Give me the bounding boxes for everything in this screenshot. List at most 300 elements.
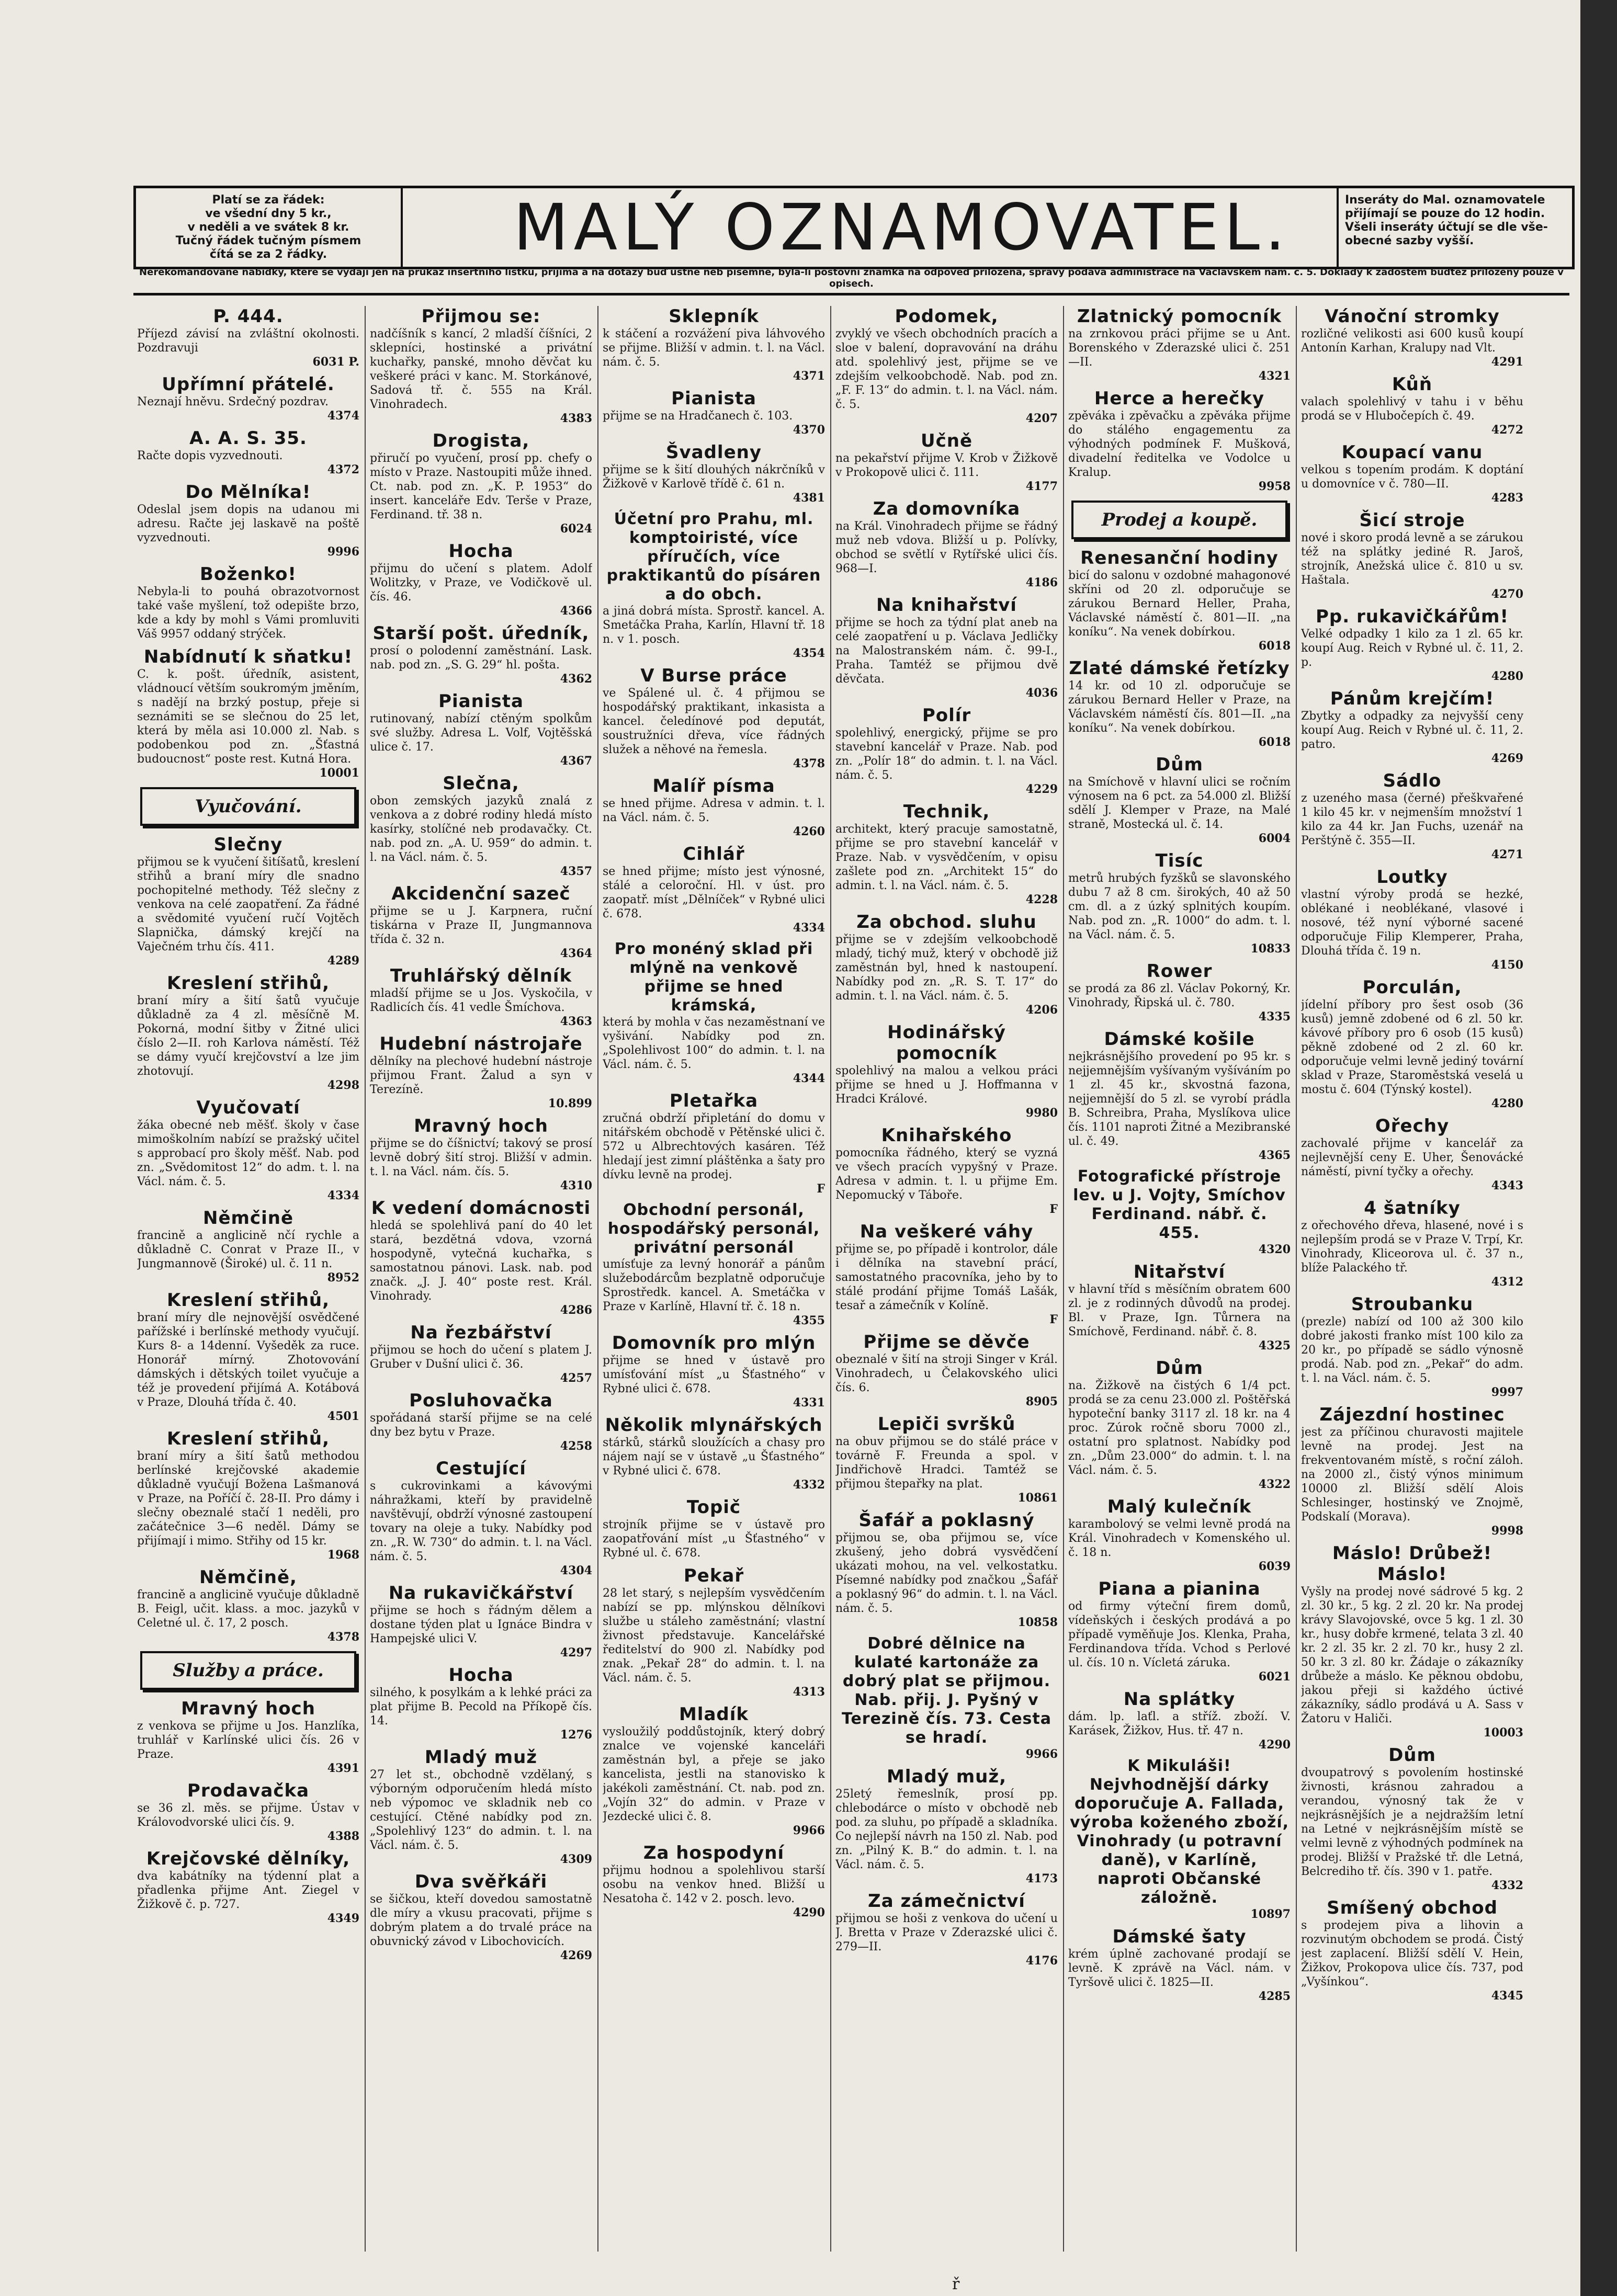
section-heading: Vyučování. [140,787,356,826]
ad-title: Zlaté dámské řetízky [1069,658,1290,679]
ad-number: 6021 [1258,1670,1291,1684]
classified-ad [835,498,1058,589]
ad-title: Sádlo [1383,770,1442,791]
ad-title: Přijme se děvče [863,1332,1030,1352]
ad-body: velkou s topením prodám. K doptání u domovníce v č. 780—II. [1301,463,1523,491]
classified-ad [137,1208,359,1285]
inserts-line: přijímají se pouze do 12 hodin. [1345,207,1545,220]
ad-body: zachovalé přijme v kancelář za nejlevnější ceny E. Uher, Šenovácké náměstí, pivní tyčky a ořechy. [1301,1137,1523,1178]
ad-number: 6018 [1258,639,1291,653]
ad-number: 10001 [319,766,359,780]
ad-title: Mladý muž [424,1747,538,1768]
ad-title: P. 444. [213,306,284,327]
ad-title: Přijmou se: [421,306,541,327]
ad-title: Vyučovatí [196,1097,300,1118]
ad-title: Smíšený obchod [1327,1897,1498,1918]
header-rule [133,293,1569,295]
ad-title: Hudební nástrojaře [379,1033,583,1054]
ad-number: 1968 [327,1548,359,1562]
ad-body: přijme se u J. Karpnera, ruční tiskárna v Praze II, Jungmannova třída č. 32 n. [370,905,592,946]
classified-ad [1068,961,1291,1024]
classified-ad [1068,1926,1291,2003]
ad-body: 25letý řemeslník, prosí pp. chlebodárce o místo v obchodě neb pod. za sluhu, po případě a skladníka. Co nejlepší návrh na 150 zl. Nab. pod zn. „Pilný K. B.“ do admin. t. l. na Václ. nám. č. 5. [835,1788,1058,1871]
ad-body: spolehlivý, energický, přijme se pro stavební kancelář v Praze. Nab. pod zn. „Polír 18“ do admin. t. l. na Václ. nám. č. 5. [835,726,1058,782]
classified-ad [137,1698,359,1775]
ad-number: 4363 [560,1015,592,1028]
ad-number: 4378 [793,757,825,770]
ad-body: přiručí po vyučení, prosí pp. chefy o místo v Praze. Nastoupiti může ihned. Ct. nab. pod zn. „K. P. 1953“ do insert. kanceláře Edv. Terše v Praze, Ferdinand. tř. 38 n. [370,452,592,521]
classified-ad [835,1414,1058,1505]
ad-title: Mladík [679,1704,749,1725]
ad-title: Švadleny [665,442,762,463]
classified-ad [1301,977,1523,1110]
ad-body: ve Spálené ul. č. 4 přijmou se hospodářský praktikant, inkasista a kancel. čeledínové pod deputát, soustružníci dřeva, více řádných služek a něhové na řemesla. [603,687,825,756]
ad-body: přijme se v zdejším velkoobchodě mladý, tichý muž, který v obchodě již zaměstnán byl, hned k nastoupení. Nabídky pod zn. „R. S. T. 17“ do admin. t. l. na Václ. nám. č. 5. [835,933,1058,1003]
ad-title: Hodinářský pomocník [887,1022,1006,1064]
column-divider [597,306,598,2252]
ad-title: Do Mělníka! [185,482,311,503]
ad-body: hledá se spolehlivá paní do 40 let stará, bezdětná vdova, vzorná hospodyně, vytečná kuchařka, s samostatnou pánovi. Lask. nab. pod značk. „J. J. 40“ poste rest. Král. Vinohrady. [370,1219,592,1303]
ad-body: přijmou se, oba přijmou se, více zkušený, jeho dobrá vysvědčení ukázati mohou, na vel. velkostatku. Písemné nabídky pod značkou „Šafář a poklasný 96“ do admin. t. l. na Václ. nám. č. 5. [835,1531,1058,1615]
ad-number: 4289 [327,954,359,968]
classified-ad [137,1097,359,1202]
classified-ad [370,306,592,425]
ad-title: Renesanční hodiny [1080,548,1279,569]
ad-body: karambolový se velmi levně prodá na Král. Vinohradech v Komenského ul. č. 18 n. [1068,1518,1291,1559]
ad-number: 8905 [1025,1395,1058,1408]
ad-title: Herce a herečky [1094,388,1265,409]
ad-body: se hned přijme. Adresa v admin. t. l. na Václ. nám. č. 5. [603,797,825,824]
scan-edge [1580,0,1617,2296]
ad-number: 4383 [560,412,592,425]
ad-body: 27 let st., obchodně vzdělaný, s výborným odporučením hledá místo neb výpomoc ve skladnik neb co cestující. Ctěné nabídky pod zn. „Spolehlivý 123“ do admin. t. l. na Václ. nám. č. 5. [370,1768,592,1852]
classified-ad [603,940,825,1085]
classified-ad [137,1848,359,1925]
ad-title: Pánům krejčím! [1330,688,1495,709]
classified-ad [1301,1404,1523,1538]
ad-body: architekt, který pracuje samostatně, přijme se pro stavební kancelář v Praze. Nab. v vysvědčením, v opisu zašlete pod zn. „Architekt 15“ do admin. t. l. na Václ. nám. č. 5. [835,823,1058,892]
ad-number: 4344 [793,1072,825,1085]
classified-ad [137,564,359,641]
ad-body: přijmou se k vyučení šitíšatů, kreslení střihů a braní míry dle snadno pochopitelné methody. Též slečny z venkova na celé zaopatření. Za řádné a svědomité vyučení ručí Vojtěch Slapnička, dámský krejčí na Vaječném trhu čís. 411. [137,856,359,953]
ad-title: K vedení domácnosti [371,1198,591,1219]
classified-ad [1068,1167,1291,1256]
classified-ad [1301,1198,1523,1289]
ad-number: 9997 [1491,1385,1523,1399]
ad-body: Vyšly na prodej nové sádrové 5 kg. 2 zl. 30 kr., 5 kg. 2 zl. 20 kr. Na prodej krávy Slavojovské, ovce 5 kg. 1 zl. 30 kr., husy dobře krmené, telata 3 zl. 40 kr. 2 zl. 35 kr. 2 zl. 70 kr., husy 2 zl. 50 kr. 3 zl. 80 kr. Žádaje o zákazníky drůbeže a máslo. Ke pěknou obdobu, jakou přeji si každého úctivé zákazníky, sádlo prodává u A. Sass v Žatoru v Haliči. [1301,1585,1523,1725]
page-mark: ř [952,2275,960,2293]
classified-ad [1068,306,1291,383]
classifieds-header [133,186,1575,269]
ad-number: 4290 [1258,1738,1291,1752]
ad-title: Nitařství [1133,1261,1226,1282]
classified-ad [1068,1578,1291,1684]
classified-ad [137,1567,359,1644]
ad-body: přijme se hoch s řádným dělem a dostane týden plat u Ignáce Bindra v Hampejské ulici V. [370,1604,592,1645]
ad-number: 6031 P. [312,355,359,369]
ad-body: dvoupatrový s povolením hostinské živnosti, krásnou zahradou a verandou, výnosný tak že v nejkrásnějších je a nejdražším letní na Letné v nejkrásnějším místě se velmi levně z výhodných podmínek na prodej. Bližší v Pražské tř. dle Letná, Belcrediho tř. čís. 390 v 1. patře. [1301,1766,1523,1878]
ad-title: Boženko! [200,564,297,585]
ad-title: Obchodní personál, hospodářský personál, privátní personál [607,1201,820,1257]
ad-number: 1276 [560,1728,592,1742]
ad-body: a jiná dobrá místa. Sprostř. kancel. A. Smetáčka Praha, Karlín, Hlavní tř. 18 n. v 1. posch. [603,605,825,646]
classified-ad [370,1665,592,1742]
ad-title: Zlatnický pomocník [1077,306,1282,327]
ad-number: 4343 [1491,1179,1523,1192]
ad-number: 4366 [560,604,592,618]
ad-body: dám. lp. laťl. a stříž. zboží. V. Karásek, Žižkov, Hus. tř. 47 n. [1068,1710,1291,1737]
ad-title: A. A. S. 35. [189,428,307,449]
ad-title: Slečny [213,834,283,855]
ad-body: spolehlivý na malou a velkou práci přijme se hned u J. Hoffmanna v Hradci Králové. [835,1064,1058,1106]
classified-ad [1301,306,1523,369]
ad-number: 4260 [793,825,825,838]
classified-ad [603,510,825,660]
classified-ad [603,665,825,770]
ad-body: braní míry a šití šatů vyučuje důkladně za 4 zl. měsíčně M. Pokorná, modní šitby v Žitné ulici číslo 2—II. roh Karlova náměstí. Též se dámy vyučí krejčovství a lze jim zhotovují. [137,994,359,1078]
ad-number: 6039 [1258,1560,1291,1573]
ad-body: 28 let starý, s nejlepším vysvědčením nabízí se pp. mlýnskou dělníkovi službe u stáleho zaměstnání; vlastní živnost představuje. Kancelářské ředitelství do 900 zl. Nabídky pod znak. „Pekař 28“ do admin. t. l. na Václ. nám. č. 5. [603,1587,825,1685]
classified-ad [137,1290,359,1423]
ad-body: zpěváka i zpěvačku a zpěvákа přijme do stálého engagementu za výhodných podmínek F. Mušková, divadelní ředitelka ve Vodolce u Kralup. [1068,410,1291,479]
ad-number: 10003 [1483,1726,1523,1740]
ad-number: 4036 [1025,686,1058,700]
ad-title: Pianista [438,691,524,712]
ad-number: 6018 [1258,735,1291,749]
column-2 [370,306,592,2278]
classified-ad [835,912,1058,1017]
ad-title: Upřímní přátelé. [162,374,335,395]
ad-body: v hlavní tříd s měsíčním obratem 600 zl. je z rodinných důvodů na prodej. Bl. v Praze, Ign. Tůrnera na Smíchově, Ferdinand. nábř. č. 8. [1068,1283,1291,1338]
ad-number: 4229 [1025,782,1058,796]
ad-number: 6024 [560,522,592,536]
inserts-line: Všeli inseráty účtují se dle vše- [1345,221,1548,234]
ad-number: 4381 [793,491,825,505]
classified-ad [1301,1543,1523,1740]
ad-body: přijme se, po případě i kontrolor, dále i dělníka na stavební prácí, samostatného pracovníka, jeho by to stálé prodání přijme Tomáš Lašák, tesař a zámečník v Kolíně. [835,1243,1058,1312]
classified-ad [370,541,592,618]
ad-number: 10833 [1250,942,1291,956]
ad-number: 4345 [1491,1989,1523,2003]
inserts-line: Inseráty do Mal. oznamovatele [1345,194,1545,207]
ad-title: Němčině [202,1208,293,1229]
classified-ad [370,1747,592,1866]
classified-ad [1301,1294,1523,1399]
ad-number: 4283 [1491,491,1523,505]
classified-ad [137,374,359,423]
ad-title: Dům [1388,1745,1436,1766]
ad-number: 4367 [560,754,592,768]
classified-ad [1301,867,1523,972]
ad-body: braní míry dle nejnovější osvědčené pařížské i berlínské methody vyučují. Kurs 8- a 14denní. Vyšeděk za ruce. Honorář mírný. Zhotovování dámských i dětských toilet vyučuje a též je provedení přijímá A. Kotábová v Praze, Dlouhá třída č. 40. [137,1311,359,1409]
ad-body: se šičkou, kteří dovedou samostatně dle míry a vkusu pracovati, přijme s dobrým platem a do trvalé práce na obuvnický závod v Libochovicích. [370,1893,592,1948]
ad-number: 4374 [327,409,359,423]
ad-number: 4270 [1491,587,1523,601]
ad-number: 4391 [327,1761,359,1775]
ad-title: Akcidenční sazeč [391,883,571,904]
classified-ad [370,623,592,686]
section-title: MALÝ OZNAMOVATEL. [513,190,1291,265]
ad-number: 10897 [1250,1907,1291,1921]
ad-body: na Smíchově v hlavní ulici se ročním výnosem na 6 pct. za 54.000 zl. Bližší sdělí J. Klemper v Praze, na Malé straně, Mostecká ul. č. 14. [1068,776,1291,831]
classified-ad [835,306,1058,425]
column-5 [1068,306,1291,2278]
ad-title: Za obchod. sluhu [856,912,1037,933]
ad-title: Na rukavičkářství [388,1583,574,1604]
ad-title: Tisíc [1155,850,1204,871]
ad-title: Prodavačka [187,1780,310,1801]
ad-title: Máslo! Drůbež! Máslo! [1332,1543,1492,1585]
ad-title: Koupací vanu [1341,442,1483,463]
ad-number: 9980 [1025,1106,1058,1120]
ad-number: 4272 [1491,423,1523,437]
ad-body: obeznalé v šití na stroji Singer v Král. Vinohradech, u Čelakovského ulici čís. 6. [835,1353,1058,1394]
ad-number: 4228 [1025,893,1058,906]
ad-title: Mravný hoch [414,1116,548,1136]
ad-title: Na knihařství [876,595,1017,616]
classified-ad [603,1090,825,1196]
column-3 [603,306,825,2278]
ad-body: od firmy výteční firem domů, vídeňských i českých prodává a po případě vyměňuje Jos. Klenka, Praha, Ferdinandova třída. Vchod s Perlové ul. čís. 10 n. Vícletá záruka. [1068,1600,1291,1669]
ad-title: Piana a pianina [1098,1578,1261,1599]
ad-number: 9996 [327,545,359,559]
classified-ad [835,1510,1058,1629]
ad-body: k stáčení a rozvážení piva láhvového se přijme. Bližší v admin. t. l. na Václ. nám. č. 5. [603,327,825,369]
ad-title: Kreslení střihů, [166,1290,330,1311]
section-heading: Prodej a koupě. [1071,501,1287,539]
ad-title: Domovník pro mlýn [612,1333,816,1354]
ad-title: Kůň [1392,374,1433,395]
classified-ad [370,1116,592,1192]
ad-title: Dům [1156,754,1203,775]
classified-ad [137,646,359,780]
classified-ad [835,1221,1058,1326]
ad-number: 4370 [793,423,825,437]
classified-ad [370,773,592,878]
ad-number: 8952 [327,1271,359,1285]
ad-number: 4334 [327,1189,359,1202]
ad-body: přijmou se hoch do učení s platem J. Gruber v Dušní ulici č. 36. [370,1344,592,1371]
ad-title: Mladý muž, [886,1766,1007,1787]
classified-ad [835,1022,1058,1120]
ad-title: V Burse práce [640,665,787,686]
rates-line: v neděli a ve svátek 8 kr. [187,221,349,234]
ad-title: Knihařského [881,1125,1012,1146]
ad-number: 4335 [1258,1010,1291,1024]
classified-ad [1301,510,1523,601]
ad-title: Účetní pro Prahu, ml. komptoiristé, více příručích, více praktikantů do písáren a do obch. [606,510,821,604]
ad-number: 4349 [327,1912,359,1925]
ad-body: krém úplně zachované prodají se levně. K zprávě na Václ. nám. v Tyršově ulici č. 1825—II. [1068,1948,1291,1989]
ad-title: Šicí stroje [1359,510,1465,531]
ad-body: přijme se na Hradčanech č. 103. [603,410,793,423]
ad-body: přijmu hodnou a spolehlivou starší osobu na venkov hned. Bližší u Nesatoha č. 142 v 2. posch. levo. [603,1864,825,1905]
column-4 [835,306,1058,2278]
ad-body: se 36 zl. měs. se přijme. Ústav v Královodvorské ulici čís. 9. [137,1802,359,1829]
ad-number: 4298 [327,1078,359,1092]
classified-ad [1068,850,1291,956]
ad-title: Učně [920,430,973,451]
ad-title: Hocha [448,1665,514,1686]
ad-title: Malíř písma [652,776,775,797]
ad-number: 4332 [1491,1879,1523,1892]
ad-title: Drogista, [432,430,530,451]
ad-title: Lepiči svršků [877,1414,1016,1435]
ad-number: F [1049,1313,1058,1326]
ad-number: 4321 [1258,369,1291,383]
ad-body: jest za příčinou churavosti majitele levně na prodej. Jest na frekventovaném místě, s roční záloh. na 2000 zl., čistý výnos minimum 10000 zl. Bližší sdělí Alois Schlesinger, hostinský ve Znojmě, Podskalí (Morava). [1301,1426,1523,1524]
ad-title: 4 šatníky [1364,1198,1461,1219]
ad-body: umísťuje za levný honorář a pánům služebodárcům bezplatně odporučuje Sprostředk. kancel. A. Smetáčka v Praze v Karlíně, Hlavní tř. č. 18 n. [603,1258,825,1313]
classified-ad [137,1780,359,1843]
ad-title: Hocha [448,541,514,562]
classified-ad [370,965,592,1028]
ad-title: Loutky [1376,867,1448,888]
ad-title: Technik, [903,801,990,822]
ad-body: dělníky na plechové hudební nástroje přijmou Frant. Žalud a syn v Terezíně. [370,1055,592,1096]
inserts-line: obecné sazby vyšší. [1345,234,1474,247]
ad-title: Dva svěřkáři [414,1871,548,1892]
ad-body: na Král. Vinohradech přijme se řádný muž neb vdova. Bližší u p. Polívky, obchod se světlí v Rytířské ulici čís. 968—I. [835,520,1058,575]
classified-ad [603,1565,825,1699]
ad-body: přijmou se hoši z venkova do učení u J. Bretta v Praze v Zderazské ulici č. 279—II. [835,1912,1058,1953]
ad-body: rozličné velikosti asi 600 kusů koupí Antonín Karhan, Kralupy nad Vlt. [1301,327,1523,355]
ad-body: rutinovaný, nabízí ctěným spolkům své služby. Adresa L. Volf, Vojtěšská ulice č. 17. [370,712,592,754]
ad-title: Dámské šaty [1112,1926,1247,1947]
classified-ad [603,388,825,437]
ad-title: Za domovníka [873,498,1021,519]
ad-body: silného, k posylkám a k lehké práci za plat přijme B. Pecold na Příkopě čís. 14. [370,1686,592,1727]
ad-body: mladší přijme se u Jos. Vyskočila, v Radlicích čís. 41 vedle Šmíchova. [370,987,592,1014]
ad-title: Zájezdní hostinec [1319,1404,1505,1425]
classified-ad [1301,1745,1523,1892]
ad-number: 4332 [793,1478,825,1492]
ad-body: Velké odpadky 1 kilo za 1 zl. 65 kr. koupí Aug. Reich v Rybné ul. č. 11, 2. p. [1301,628,1523,669]
ad-title: Polír [922,705,971,726]
ad-title: Topič [686,1497,741,1518]
classified-ad [835,430,1058,493]
column-divider [1296,306,1297,2252]
ad-body: pomocníka řádného, který se vyzná ve všech pracích vypyšný v Praze. Adresa v admin. t. l. u přijme Em. Nepomucký v Táboře. [835,1146,1058,1202]
ad-number: 4388 [327,1829,359,1843]
ad-body: přijme se do číšnictví; takový se prosí levně dobrý šití stroj. Bližší v admin. t. l. na Václ. nám. čís. 5. [370,1137,592,1178]
classified-ad [603,1843,825,1919]
classified-ad [835,705,1058,796]
ad-body: metrů hrubých fyzšků se slavonského dubu 7 až 8 cm. širokých, 40 až 50 cm. dl. a z úzký splnitých koupím. Nab. pod zn. „R. 1000“ do adm. t. l. na Václ. nám. č. 5. [1068,872,1291,941]
ad-title: Stroubanku [1351,1294,1474,1315]
classified-ad [603,442,825,505]
classified-ad [1068,1757,1291,1921]
classified-ad [1301,442,1523,505]
ad-number: 4280 [1491,1097,1523,1110]
ad-body: nejkrásnějšího provedení po 95 kr. s nejjemnějším vyšívaným vyšíváním po 1 zl. 45 kr., skvostná fazona, nejjemnější do 5 zl. se vyrobí prádla B. Schreibra, Praha, Myslíkova ulice čís. 1101 naproti Žitné a Mezibranské ul. č. 49. [1068,1050,1291,1148]
section-heading: Služby a práce. [140,1651,356,1690]
ad-title: Šafář a poklasný [858,1510,1035,1531]
classified-ad [1068,658,1291,749]
ad-body: žáka obecné neb měšť. školy v čase mimoškolním nabízí se pražský učitel s approbací pro školy měšť. Nab. pod zn. „Svědomitost 12“ do adm. t. l. na Václ. nám. č. 5. [137,1119,359,1188]
ad-number: 4186 [1025,576,1058,589]
classified-ad [835,595,1058,700]
ad-body: na obuv přijmou se do stálé práce v továrně F. Freunda a spol. v Jindřichově Hradci. Tamtéž se přijmou štepařky na plat. [835,1435,1058,1491]
ad-title: Na veškeré váhy [860,1221,1034,1242]
ad-body: Račte dopis vyzvednouti. [137,449,283,462]
ad-number: 4354 [793,646,825,660]
classified-ad [370,1198,592,1317]
column-6 [1301,306,1523,2278]
ad-number: 4365 [1258,1149,1291,1162]
ad-body: nové i skoro prodá levně a se zárukou též na splátky jediné R. Jaroš, strojník, Anežská ulice č. 810 u sv. Haštala. [1301,531,1523,587]
ad-title: Za zámečnictví [868,1891,1025,1912]
classified-ad [1068,388,1291,493]
ad-number: 4258 [560,1439,592,1453]
ad-body: 14 kr. od 10 zl. odporučuje se zárukou Bernard Heller v Praze, na Václavském náměstí čís. 801—II. „na koníku“. Na venek dobírkou. [1068,679,1291,735]
ad-title: Podomek, [895,306,999,327]
classified-ad [137,428,359,476]
classified-ad [835,1891,1058,1968]
ad-number: 4271 [1491,848,1523,861]
classified-ad [370,1390,592,1453]
ad-number: F [1049,1202,1058,1216]
classified-ad [603,844,825,935]
ad-body: spořádaná starší přijme se na celé dny bez bytu v Praze. [370,1412,592,1439]
ad-number: 4309 [560,1852,592,1866]
classified-ad [370,1033,592,1110]
ad-number: 4312 [1491,1275,1523,1289]
classified-ad [370,1583,592,1660]
ad-title: Dům [1156,1358,1203,1379]
ad-body: obon zemských jazyků znalá z venkova a z dobré rodiny hledá místo kasírky, stolíčné neb prodavačky. Ct. nab. pod zn. „A. U. 959“ do admin. t. l. na Václ. nám. č. 5. [370,794,592,864]
ad-number: 9966 [1025,1747,1058,1761]
header-notice: Nerekomandované nabídky, které se vydají jen na průkaz insertního lístku, přijímá a na dotazy buď ústně neb písemně, byla-li poštovní známka na odpověď přiložena, správy podává administrace na Václavském nám. č. 5. Doklady k žádostem buďtež přiloženy pouze v opisech. [139,267,1564,289]
rates-line: Platí se za řádek: [212,194,325,207]
classified-ad [1068,1261,1291,1352]
classified-ad [370,1458,592,1577]
ad-number: 4150 [1491,958,1523,972]
ad-title: Cestující [436,1458,526,1479]
ad-number: 4291 [1491,355,1523,369]
ad-number: 10861 [1017,1491,1058,1505]
classified-ad [1068,1689,1291,1752]
ad-number: 4285 [1258,1990,1291,2003]
ad-title: Cihlář [683,844,745,865]
ad-title: Krejčovské dělníky, [146,1848,350,1869]
ad-body: zručná obdrží připletání do domu v nitářském obchodě v Pětěnské ulici č. 572 u Albrechtových kasáren. Též hledají jest zimní pláštěnka a šaty pro dívku levně na prodej. [603,1112,825,1181]
classified-ad [1068,1496,1291,1573]
classified-ad [1068,1029,1291,1162]
ad-body: která by mohla v čas nezaměstnaní ve vyšivání. Nabídky pod zn. „Spolehlivost 100“ do admin. t. l. na Václ. nám. č. 5. [603,1016,825,1071]
ad-body: na zrnkovou práci přijme se u Ant. Borenského v Zderazské ulici č. 251—II. [1068,327,1291,369]
ad-number: 4269 [1491,752,1523,765]
ad-title: Pekař [683,1565,744,1586]
ad-body: z venkova se přijme u Jos. Hanzlíka, truhlář v Karlínské ulici čís. 26 v Praze. [137,1720,359,1761]
ad-body: bicí do salonu v ozdobné mahagonové skříni od 20 zl. odporučuje se zárukou Bernard Heller, Praha, Václavské náměstí č. 801—II. „na koníku“. Na venek dobírkou. [1068,569,1291,639]
classified-ad [137,834,359,968]
ad-number: 4364 [560,947,592,960]
ad-number: 4362 [560,672,592,686]
ad-title: Mravný hoch [181,1698,315,1719]
ad-body: z ořechového dřeva, hlasené, nové i s nejlepším prodá se v Praze V. Trpí, Kr. Vinohrady, Kliceorova ul. č. 37 n., blíže Palackého tř. [1301,1219,1523,1275]
ad-title: Porculán, [1362,977,1462,998]
ad-number: 4334 [793,921,825,935]
classified-ad [1301,374,1523,437]
ad-title: Pro monéný sklad při mlýně na venkově přijme se hned krámská, [614,940,813,1015]
classified-ad [370,430,592,536]
ad-number: 4173 [1025,1872,1058,1885]
header-rates-box [136,188,403,267]
classified-ad [1301,770,1523,861]
classified-ad [370,1871,592,1962]
ad-body: se hned přijme; místo jest výnosné, stálé a celoroční. Hl. v úst. pro zaopatř. míst „Dělníček“ v Rybné ulici č. 678. [603,865,825,920]
